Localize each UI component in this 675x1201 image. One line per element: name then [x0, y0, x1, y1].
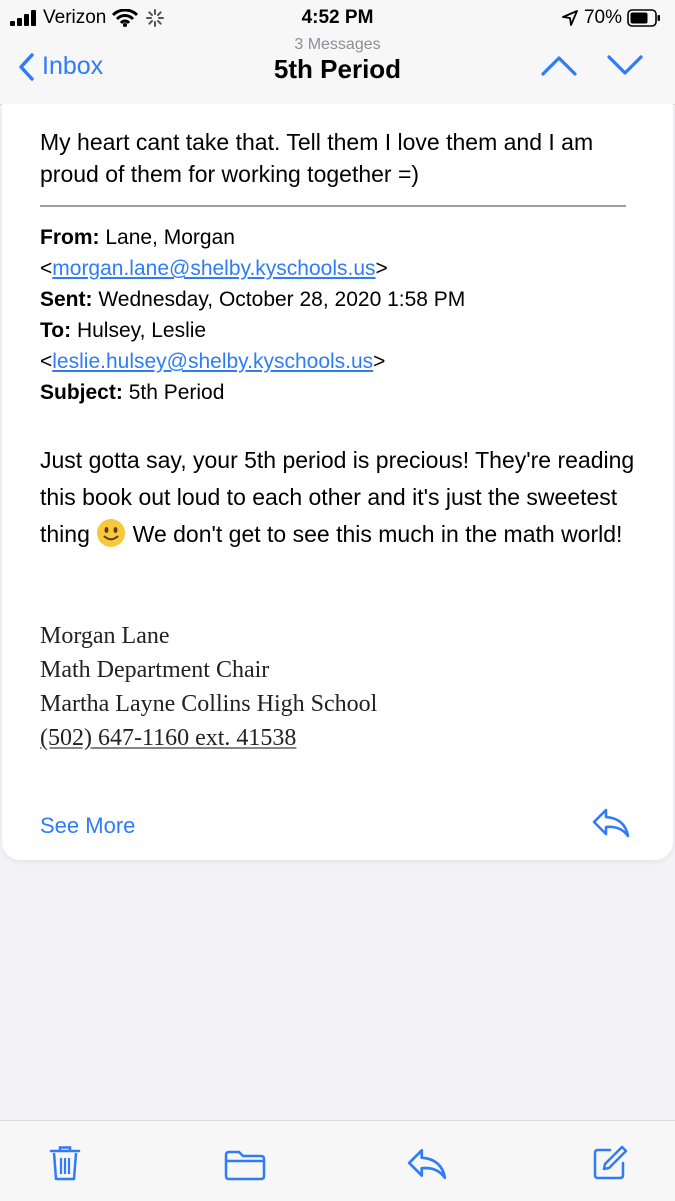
- subject-value: 5th Period: [128, 381, 225, 404]
- compose-icon[interactable]: [592, 1145, 628, 1181]
- status-right: [562, 7, 661, 29]
- to-label: To:: [40, 319, 72, 342]
- body-text-1: Just gotta say, your 5th period is precious! They're reading this book out loud to each other and it's just the sweetest thing: [40, 447, 635, 547]
- bottom-toolbar: [0, 1120, 675, 1201]
- nav-bar: [0, 34, 675, 105]
- page-title: 5th Period: [273, 54, 402, 84]
- folder-icon[interactable]: [224, 1149, 266, 1181]
- subject-label: Subject:: [40, 381, 123, 404]
- battery-icon: [627, 9, 661, 27]
- sent-label: Sent:: [40, 288, 93, 311]
- subject-line: [40, 377, 660, 408]
- from-line: From: Lane, Morgan <morgan.lane@shelby.kyschools.us>: [40, 226, 388, 280]
- from-name: Lane, Morgan: [105, 226, 235, 249]
- reply-text: My heart cant take that. Tell them I love them and I am proud of them for working together =): [40, 129, 594, 187]
- reply-icon[interactable]: [591, 807, 631, 839]
- signature-school: Martha Layne Collins High School: [40, 691, 378, 717]
- signature-phone-link[interactable]: (502) 647-1160 ext. 41538: [40, 725, 297, 751]
- carrier-name: Verizon: [43, 7, 107, 28]
- trash-icon[interactable]: [49, 1145, 81, 1181]
- divider: [40, 205, 626, 207]
- from-label: From:: [40, 226, 100, 249]
- to-line: To: Hulsey, Leslie <leslie.hulsey@shelby.kyschools.us>: [40, 319, 386, 373]
- message-body: [40, 442, 650, 553]
- to-email-link[interactable]: leslie.hulsey@shelby.kyschools.us: [52, 350, 374, 373]
- back-label: Inbox: [42, 52, 104, 80]
- sent-value: Wednesday, October 28, 2020 1:58 PM: [98, 288, 466, 311]
- status-bar: [0, 0, 675, 34]
- chevron-up-icon[interactable]: [541, 54, 577, 76]
- message-card: [2, 104, 673, 860]
- message-navigation: [541, 54, 643, 76]
- see-more-button[interactable]: See More: [40, 813, 136, 838]
- body-text-2: We don't get to see this much in the math world!: [132, 521, 623, 547]
- reply-icon[interactable]: [406, 1147, 448, 1181]
- message-count: 3 Messages: [294, 36, 381, 53]
- battery-percent: 70%: [583, 7, 622, 28]
- location-arrow-icon: [562, 10, 578, 26]
- signature-name: Morgan Lane: [40, 623, 170, 649]
- sent-line: [40, 284, 660, 315]
- from-email-link[interactable]: morgan.lane@shelby.kyschools.us: [52, 257, 376, 280]
- smiley-emoji-icon: [96, 518, 126, 548]
- to-name: Hulsey, Leslie: [76, 319, 207, 342]
- signature: [40, 619, 377, 755]
- chevron-down-icon[interactable]: [607, 54, 643, 76]
- status-time: 4:52 PM: [301, 7, 374, 28]
- signature-title: Math Department Chair: [40, 657, 270, 683]
